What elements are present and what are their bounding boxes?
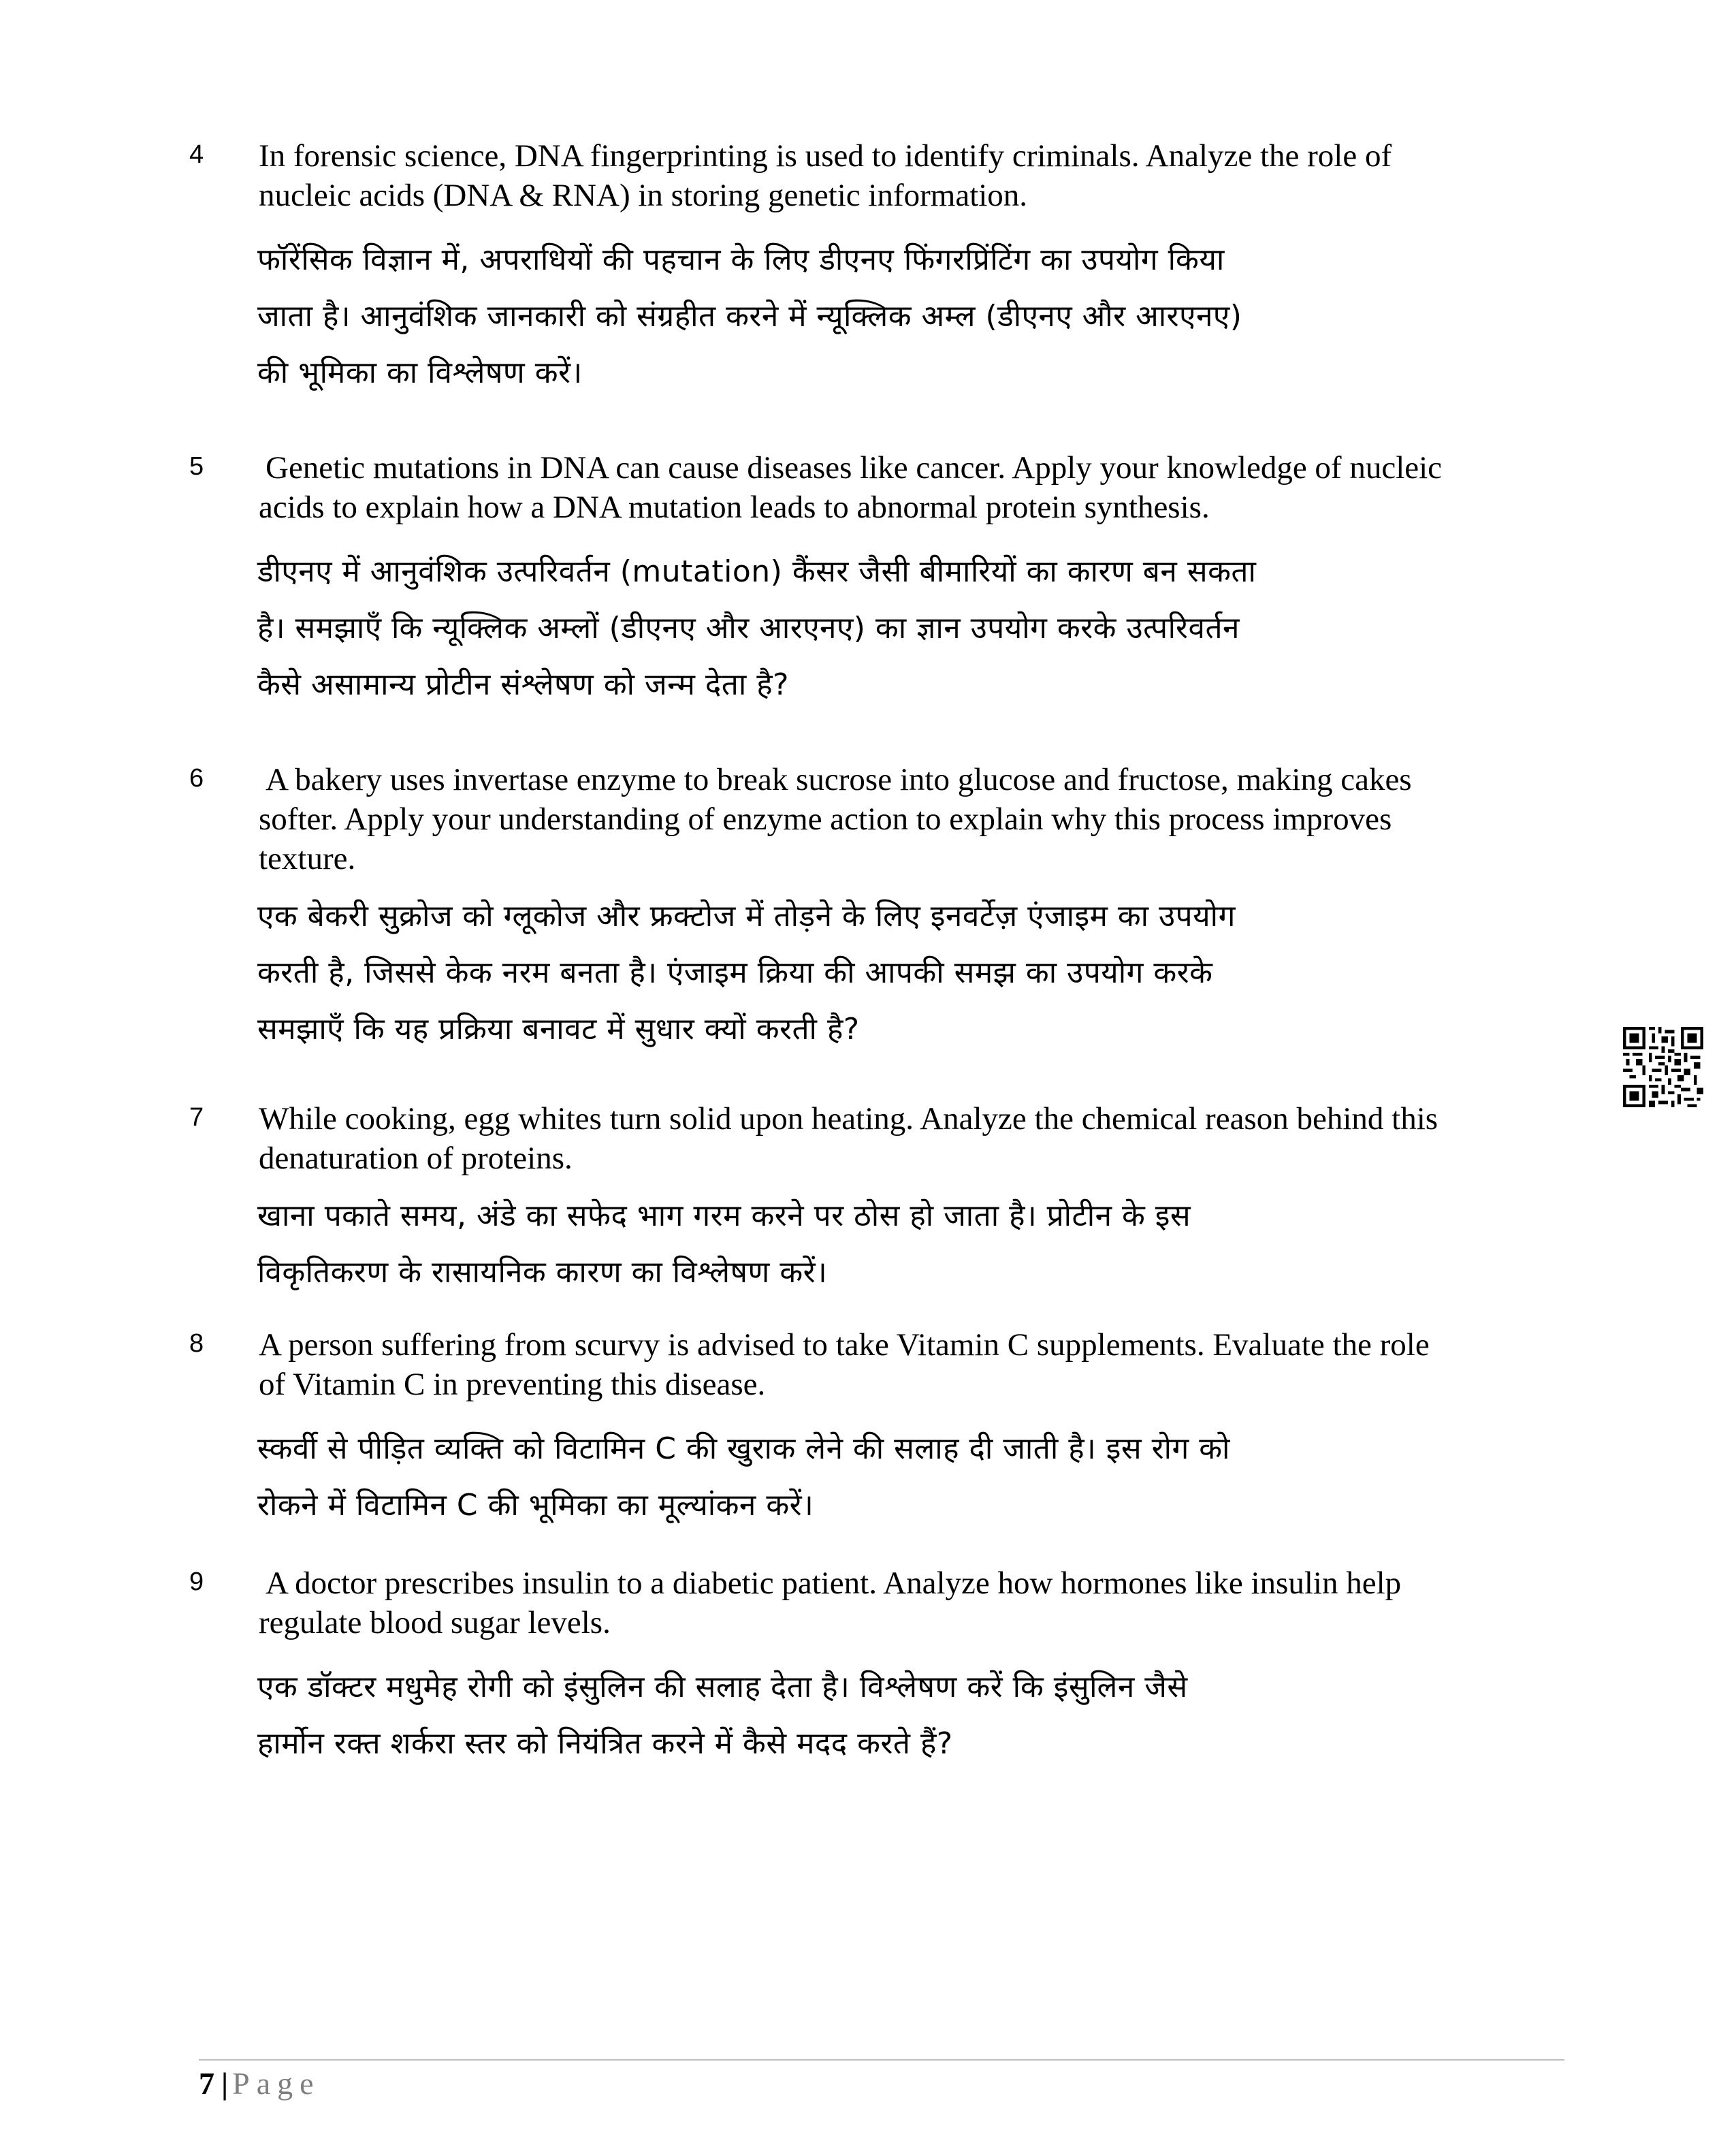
question-number: 5 bbox=[189, 452, 204, 481]
question-hindi-text: खाना पकाते समय, अंडे का सफेद भाग गरम करने पर ठोस हो जाता है। प्रोटीन के इस विकृतिकरण के रासायनिक कारण का विश्लेषण करें। bbox=[257, 1198, 1191, 1290]
question-7 bbox=[191, 1099, 1552, 1301]
qr-code-icon bbox=[1623, 1027, 1703, 1107]
question-english-text: Genetic mutations in DNA can cause diseases like cancer. Apply your knowledge of nucleic acids to explain how a DNA mutation leads to abnormal protein synthesis. bbox=[259, 450, 1443, 525]
question-number: 8 bbox=[189, 1329, 204, 1358]
question-9 bbox=[191, 1563, 1552, 1772]
footer-divider bbox=[199, 2059, 1564, 2061]
question-number: 6 bbox=[189, 764, 204, 793]
question-english-text: A bakery uses invertase enzyme to break sucrose into glucose and fructose, making cakes softer. Apply your understanding of enzyme action to explain why this process improves texture. bbox=[259, 762, 1412, 876]
footer-separator: | bbox=[221, 2066, 229, 2101]
question-6 bbox=[191, 760, 1552, 1058]
question-english-text: While cooking, egg whites turn solid upon heating. Analyze the chemical reason behind this denaturation of proteins. bbox=[259, 1101, 1438, 1176]
question-english-text: A doctor prescribes insulin to a diabetic patient. Analyze how hormones like insulin help regulate blood sugar levels. bbox=[259, 1566, 1402, 1640]
question-english-text: A person suffering from scurvy is advised to take Vitamin C supplements. Evaluate the role of Vitamin C in preventing this disease. bbox=[259, 1327, 1430, 1402]
question-4 bbox=[191, 136, 1552, 401]
page-number: 7 bbox=[199, 2066, 214, 2101]
question-8 bbox=[191, 1325, 1552, 1534]
question-hindi-text: स्कर्वी से पीड़ित व्यक्ति को विटामिन C की खुराक लेने की सलाह दी जाती है। इस रोग को रोकने में विटामिन C की भूमिका का मूल्यांकन करें। bbox=[257, 1431, 1230, 1523]
question-5 bbox=[191, 448, 1552, 713]
question-hindi-text: एक डॉक्टर मधुमेह रोगी को इंसुलिन की सलाह देता है। विश्लेषण करें कि इंसुलिन जैसे हार्मोन रक्त शर्करा स्तर को नियंत्रित करने में कैसे मदद करते हैं? bbox=[257, 1670, 1188, 1761]
question-number: 4 bbox=[189, 140, 204, 169]
page-footer bbox=[199, 2063, 321, 2104]
question-number: 9 bbox=[189, 1568, 204, 1596]
question-hindi-text: एक बेकरी सुक्रोज को ग्लूकोज और फ्रक्टोज में तोड़ने के लिए इनवर्टेज़ एंजाइम का उपयोग करती है, जिससे केक नरम बनता है। एंजाइम क्रिया की आपकी समझ का उपयोग करके समझाएँ कि यह प्रक्रिया बनावट में सुधार क्यों करती है? bbox=[257, 899, 1236, 1047]
question-hindi-text: डीएनए में आनुवंशिक उत्परिवर्तन (mutation) कैंसर जैसी बीमारियों का कारण बन सकता है। समझाएँ कि न्यूक्लिक अम्लों (डीएनए और आरएनए) का ज्ञान उपयोग करके उत्परिवर्तन कैसे असामान्य प्रोटीन संश्लेषण को जन्म देता है? bbox=[257, 554, 1257, 702]
page-label: Page bbox=[232, 2066, 321, 2101]
question-number: 7 bbox=[189, 1103, 204, 1132]
question-english-text: In forensic science, DNA fingerprinting is used to identify criminals. Analyze the role of nucleic acids (DNA & RNA) in storing genetic information. bbox=[259, 138, 1392, 213]
question-hindi-text: फॉरेंसिक विज्ञान में, अपराधियों की पहचान के लिए डीएनए फिंगरप्रिंटिंग का उपयोग किया जाता है। आनुवंशिक जानकारी को संग्रहीत करने में न्यूक्लिक अम्ल (डीएनए और आरएनए) की भूमिका का विश्लेषण करें। bbox=[257, 242, 1242, 390]
